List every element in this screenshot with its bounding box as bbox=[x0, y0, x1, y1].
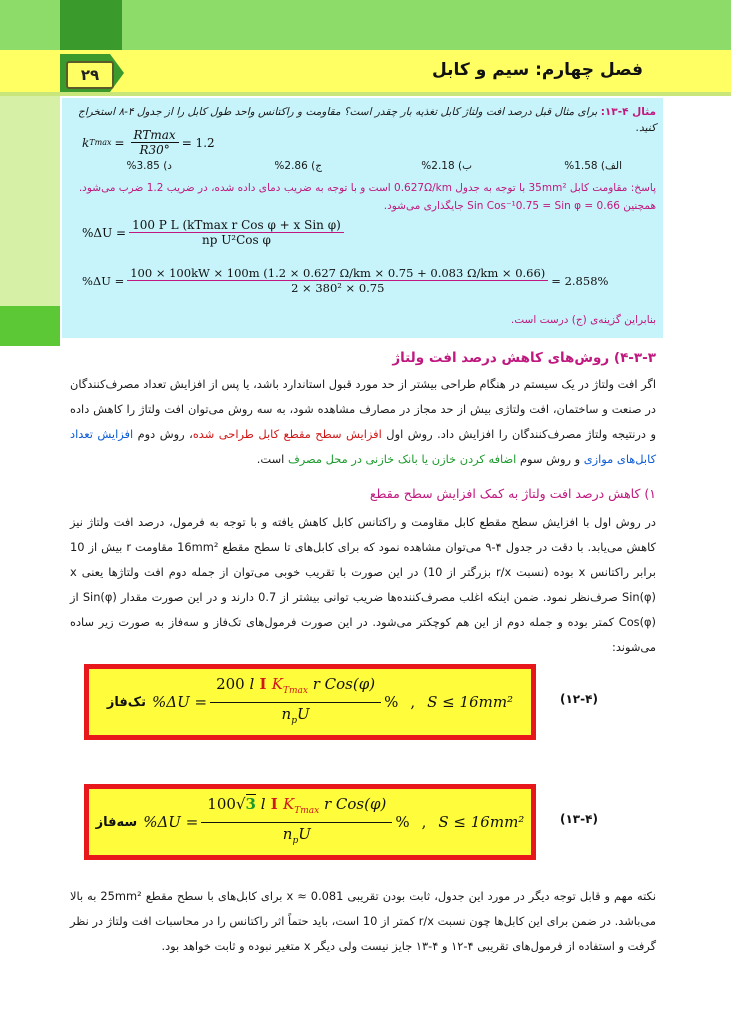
single-phase-formula: تک‌فاز %ΔU = $\frac{200 l I K_{Tmax} r Cos(\varphi)}{n_pU}$ % , S ≤ 16mm² bbox=[106, 674, 514, 726]
chapter-title: فصل چهارم: سیم و کابل bbox=[431, 60, 643, 80]
p1-method-2: افزایش تعداد کابل‌های موازی bbox=[70, 427, 656, 466]
three-phase-label: سه‌فاز bbox=[95, 814, 138, 830]
f13-den-n: n bbox=[282, 824, 293, 843]
f12-num-i: I bbox=[254, 674, 272, 693]
option-c: ج) 2.86% bbox=[274, 160, 322, 172]
section-paragraph-1 bbox=[70, 372, 656, 472]
f1-lhs: %ΔU = bbox=[82, 225, 127, 240]
header-divider bbox=[0, 92, 731, 96]
ktmax-numerator: RTmax bbox=[131, 128, 179, 143]
f13-condition: S ≤ 16mm² bbox=[438, 813, 525, 831]
f13-lhs: %ΔU = bbox=[143, 813, 199, 831]
equation-number-13: (۱۳-۴) bbox=[560, 812, 598, 826]
ktmax-lhs: k bbox=[82, 135, 90, 150]
f2-result: = 2.858% bbox=[551, 273, 609, 288]
f13-num-i: I bbox=[265, 794, 283, 813]
f12-percent: % bbox=[384, 693, 399, 711]
ktmax-formula: k Tmax = $\frac{RTmax}{R30^\circ}$ = 1.2 bbox=[82, 128, 215, 157]
voltage-drop-general-formula bbox=[82, 218, 347, 247]
p1-text-b: ، روش دوم bbox=[133, 427, 193, 441]
p1-text-d: است. bbox=[256, 452, 288, 466]
f12-num-coef: 200 bbox=[216, 674, 250, 693]
p1-text-c: و روش سوم bbox=[516, 452, 584, 466]
f13-num-rest: r Cos(φ) bbox=[319, 794, 387, 813]
side-bar bbox=[0, 96, 60, 306]
f1-numerator: 100 P L (kTmax r Cos φ + x Sin φ) bbox=[129, 218, 344, 233]
option-a: الف) 1.58% bbox=[564, 160, 622, 172]
p1-method-3: اضافه کردن خازن یا بانک خازنی در محل مصرف bbox=[287, 452, 517, 466]
subsection-title: ۱) کاهش درصد افت ولتاژ به کمک افزایش سطح مقطع bbox=[369, 486, 656, 501]
p1-text-a: اگر افت ولتاژ در یک سیستم در هنگام طراحی بیشتر از حد مورد قبول استاندارد باشد، یا پس از افزایش تعداد مصرف‌کنندگان در صنعت و ساختمان، افت ولتاژی بیش از حد مجاز در مصارف مشاهده شود، به سه روش می‌توان افت ولتاژ را کاهش داده و درنتیجه ولتاژ مصرف‌کنندگان را افزایش داد. روش اول bbox=[70, 377, 656, 441]
option-b: ب) 2.18% bbox=[421, 160, 472, 172]
f13-num-l: l bbox=[260, 794, 266, 813]
f12-den-sub: p bbox=[291, 715, 297, 726]
single-phase-label: تک‌فاز bbox=[106, 694, 146, 710]
p1-method-1: افزایش سطح مقطع کابل طراحی شده bbox=[192, 427, 382, 441]
f12-den-n: n bbox=[281, 704, 292, 723]
three-phase-formula-box bbox=[84, 784, 536, 860]
sqrt-symbol: √ bbox=[235, 794, 246, 813]
section-paragraph-2: در روش اول با افزایش سطح مقطع کابل مقاومت و راکتانس کابل کاهش یافته و با توجه به فرمول، درصد افت ولتاژ نیز کاهش می‌یابد. با دقت در جدول ۴-۹ می‌توان مشاهده نمود که برای کابل‌های تا سطح مقطع 16mm² مقاومت r بیش از 10 برابر راکتانس x بوده (نسبت r/x بزرگتر از 10) در این صورت با تقریب خوبی می‌توان از جمله دوم افت ولتاژها یعنی x Sin(φ) صرف‌نظر نمود. ضمن اینکه اغلب مصرف‌کننده‌ها ضریب توانی بیشتر از 0.7 دارند و در این صورت مقدار Sin(φ) از Cos(φ) کمتر بوده و جمله دوم از این هم کوچکتر می‌شود. در این صورت فرمول‌های تک‌فاز و سه‌فاز به صورت زیر ساده می‌شوند: bbox=[70, 515, 656, 654]
example-label: مثال ۴-۱۳: bbox=[600, 106, 656, 118]
f13-den-sub: p bbox=[292, 835, 299, 846]
f13-num-sqrt: 3 bbox=[245, 794, 256, 813]
ktmax-value: = 1.2 bbox=[181, 135, 215, 150]
note-paragraph: نکته مهم و قابل توجه دیگر در مورد این جدول، ثابت بودن تقریبی x ≈ 0.081 برای کابل‌های با سطح مقطع 25mm² به بالا می‌باشد. در ضمن برای این کابل‌ها چون نسبت r/x کمتر از 10 است، باید حتماً اثر راکتانس را در محاسبات افت ولتاژ در نظر گرفت و استفاده از فرمول‌های تقریبی ۴-۱۲ و ۴-۱۳ جایز نیست ولی دیگر x متغیر نبوده و ثابت خواهد بود. bbox=[70, 889, 656, 953]
f13-num-k: K bbox=[283, 794, 295, 813]
f1-denominator: np U²Cos φ bbox=[201, 233, 271, 247]
f2-numerator: 100 × 100kW × 100m (1.2 × 0.627 Ω/km × 0.75 + 0.083 Ω/km × 0.66) bbox=[127, 266, 548, 281]
side-bar-accent bbox=[0, 306, 60, 346]
page-number: ۲۹ bbox=[66, 61, 114, 89]
three-phase-formula: سه‌فاز %ΔU = $\frac{100√3 l I K_{Tmax} r Cos(\varphi)}{n_pU}$ % , S ≤ 16mm² bbox=[95, 794, 525, 846]
example-question-text: برای مثال قبل درصد افت ولتاژ کابل تغذیه بار چقدر است؟ مقاومت و راکتانس واحد طول کابل را از جدول ۴-۸ استخراج کنید. bbox=[77, 106, 656, 134]
answer-line-2: همچنین 0.66 = Sin Cos⁻¹0.75 = Sin φ جایگذاری می‌شود. bbox=[383, 200, 656, 212]
f13-den-u: U bbox=[298, 824, 311, 843]
f2-denominator: 2 × 380² × 0.75 bbox=[291, 281, 385, 295]
f13-percent: % bbox=[395, 813, 410, 831]
ktmax-lhs-sub: Tmax bbox=[89, 138, 112, 147]
section-title: ۴-۳-۳) روش‌های کاهش درصد افت ولتاژ bbox=[392, 350, 656, 366]
example-options bbox=[82, 158, 622, 174]
single-phase-formula-box bbox=[84, 664, 536, 740]
f12-num-k-sub: Tmax bbox=[282, 685, 308, 696]
f12-num-rest: r Cos(φ) bbox=[307, 674, 376, 693]
f13-num-coef: 100 bbox=[207, 794, 236, 813]
voltage-drop-numeric-formula bbox=[82, 266, 608, 295]
f12-num-k: K bbox=[271, 674, 283, 693]
f12-den-u: U bbox=[296, 704, 310, 723]
f12-lhs: %ΔU = bbox=[152, 693, 208, 711]
answer-line-1: پاسخ: مقاومت کابل 35mm² با توجه به جدول 0.627Ω/km است و با توجه به ضریب دمای داده شده، در ضریب 1.2 ضرب می‌شود. bbox=[78, 182, 656, 194]
f12-num-l: l bbox=[249, 674, 255, 693]
f2-lhs: %ΔU = bbox=[82, 273, 125, 288]
equation-number-12: (۱۲-۴) bbox=[560, 692, 598, 706]
option-d: د) 3.85% bbox=[126, 160, 172, 172]
f12-condition: S ≤ 16mm² bbox=[427, 693, 514, 711]
header-corner-block bbox=[60, 0, 122, 50]
ktmax-denominator: R30° bbox=[139, 143, 170, 157]
example-conclusion: بنابراین گزینه‌ی (ج) درست است. bbox=[510, 314, 656, 326]
f13-num-k-sub: Tmax bbox=[294, 805, 320, 816]
